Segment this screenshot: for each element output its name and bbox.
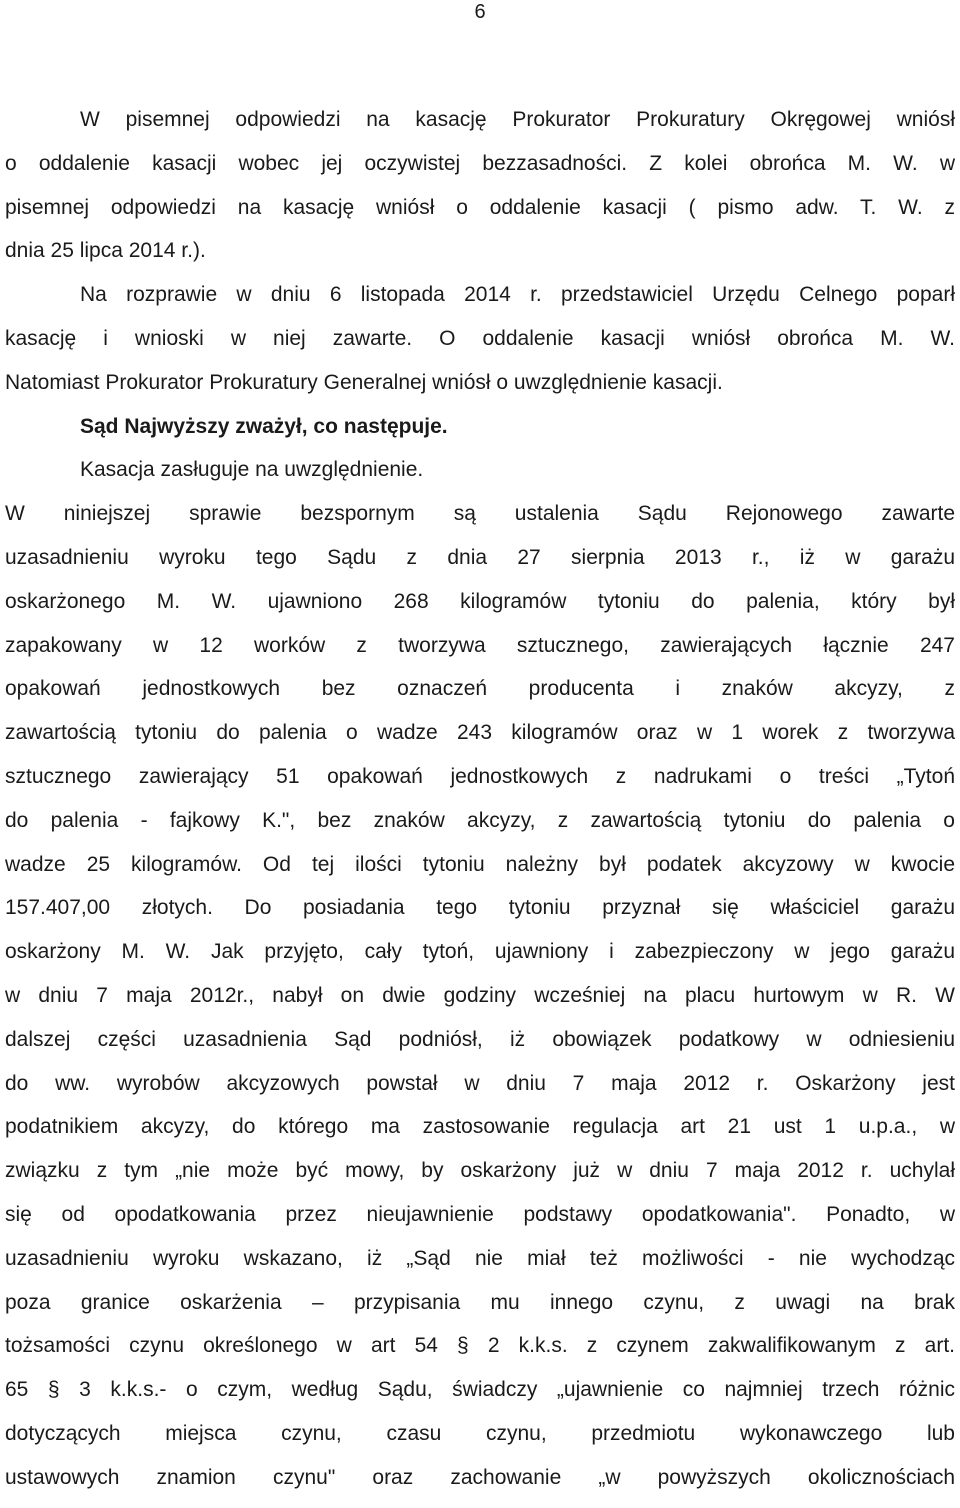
text-line: do ww. wyrobów akcyzowych powstał w dniu 7 maja 2012 r. Oskarżony jest [5, 1071, 955, 1095]
text-line: Kasacja zasługuje na uwzględnienie. [80, 458, 424, 482]
text-line: zawartością tytoniu do palenia o wadze 243 kilogramów oraz w 1 worek z tworzywa [5, 721, 955, 745]
text-line: do palenia - fajkowy K.", bez znaków akcyzy, z zawartością tytoniu do palenia o [5, 808, 955, 832]
text-line: oskarżonego M. W. ujawniono 268 kilogramów tytoniu do palenia, który był [5, 589, 955, 613]
text-line: tożsamości czynu określonego w art 54 § 2 k.k.s. z czynem zakwalifikowanym z art. [5, 1334, 955, 1358]
text-line: W niniejszej sprawie bezspornym są ustalenia Sądu Rejonowego zawarte [5, 502, 955, 526]
text-line: opakowań jednostkowych bez oznaczeń producenta i znaków akcyzy, z [5, 677, 955, 701]
text-line: dnia 25 lipca 2014 r.). [5, 239, 206, 263]
text-line: w dniu 7 maja 2012r., nabył on dwie godziny wcześniej na placu hurtowym w R. W [5, 983, 955, 1007]
text-line: o oddalenie kasacji wobec jej oczywistej bezzasadności. Z kolei obrońca M. W. w [5, 151, 955, 175]
text-line: uzasadnieniu wyroku wskazano, iż „Sąd nie miał też możliwości - nie wychodząc [5, 1246, 955, 1270]
text-line: uzasadnieniu wyroku tego Sądu z dnia 27 sierpnia 2013 r., iż w garażu [5, 545, 955, 569]
document-body [5, 98, 955, 1500]
text-line: Sąd Najwyższy zważył, co następuje. [80, 414, 448, 438]
text-line: ustawowych znamion czynu" oraz zachowanie „w powyższych okolicznościach [5, 1465, 955, 1489]
text-line: sztucznego zawierający 51 opakowań jednostkowych z nadrukami o treści „Tytoń [5, 764, 955, 788]
text-line: Natomiast Prokurator Prokuratury Generalnej wniósł o uwzględnienie kasacji. [5, 370, 723, 394]
text-line: wadze 25 kilogramów. Od tej ilości tytoniu należny był podatek akcyzowy w kwocie [5, 852, 955, 876]
text-line: dotyczących miejsca czynu, czasu czynu, przedmiotu wykonawczego lub [5, 1421, 955, 1445]
text-line: kasację i wnioski w niej zawarte. O oddalenie kasacji wniósł obrońca M. W. [5, 326, 955, 350]
text-line: podatnikiem akcyzy, do którego ma zastosowanie regulacja art 21 ust 1 u.p.a., w [5, 1115, 955, 1139]
text-line: dalszej części uzasadnienia Sąd podniósł, iż obowiązek podatkowy w odniesieniu [5, 1027, 955, 1051]
text-line: Na rozprawie w dniu 6 listopada 2014 r. przedstawiciel Urzędu Celnego poparł [80, 283, 955, 307]
text-line: 157.407,00 złotych. Do posiadania tego tytoniu przyznał się właściciel garażu [5, 896, 955, 920]
text-line: 65 § 3 k.k.s.- o czym, według Sądu, świadczy „ujawnienie co najmniej trzech różnic [5, 1378, 955, 1402]
text-line: W pisemnej odpowiedzi na kasację Prokurator Prokuratury Okręgowej wniósł [80, 108, 955, 131]
text-line: poza granice oskarżenia – przypisania mu innego czynu, z uwagi na brak [5, 1290, 955, 1314]
text-line: zapakowany w 12 worków z tworzywa sztucznego, zawierających łącznie 247 [5, 633, 955, 657]
text-line: związku z tym „nie może być mowy, by oskarżony już w dniu 7 maja 2012 r. uchylał [5, 1159, 955, 1183]
text-line: oskarżony M. W. Jak przyjęto, cały tytoń, ujawniony i zabezpieczony w jego garażu [5, 940, 955, 964]
text-line: się od opodatkowania przez nieujawnienie podstawy opodatkowania". Ponadto, w [5, 1202, 955, 1226]
page-number: 6 [474, 1, 486, 23]
text-line: pisemnej odpowiedzi na kasację wniósł o oddalenie kasacji ( pismo adw. T. W. z [5, 195, 955, 219]
